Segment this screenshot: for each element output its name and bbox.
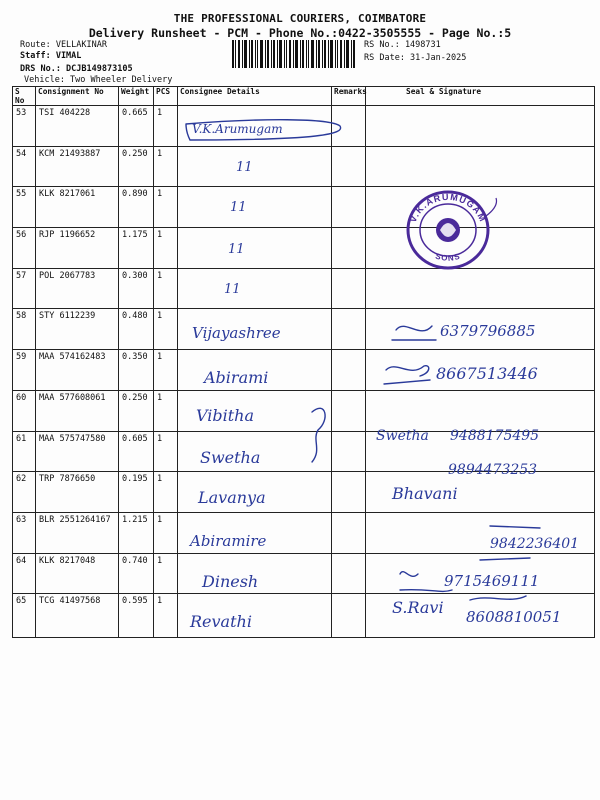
cell-pcs: 1 — [154, 594, 178, 638]
handwritten-consignee: V.K.Arumugam — [192, 122, 283, 136]
table-row — [13, 187, 595, 228]
cell-sno: 55 — [13, 187, 36, 228]
cell-signature — [366, 431, 595, 472]
cell-consignment: TRP 7876650 — [36, 472, 119, 513]
cell-weight: 0.480 — [119, 309, 154, 350]
cell-weight: 1.215 — [119, 512, 154, 553]
handwritten-signature: S.Ravi — [392, 598, 444, 617]
cell-signature — [366, 512, 595, 553]
cell-sno: 63 — [13, 512, 36, 553]
cell-consignee — [178, 187, 332, 228]
cell-weight: 0.300 — [119, 268, 154, 309]
cell-consignee — [178, 553, 332, 594]
drs-number: DRS No.: DCJB149873105 — [20, 64, 133, 74]
cell-weight: 0.250 — [119, 390, 154, 431]
table-row — [13, 146, 595, 187]
cell-consignment: RJP 1196652 — [36, 228, 119, 269]
col-header-remarks: Remarks — [332, 87, 366, 106]
vehicle-text: Vehicle: Two Wheeler Delivery — [24, 75, 173, 85]
table-row — [13, 390, 595, 431]
table-row — [13, 553, 595, 594]
cell-consignee — [178, 390, 332, 431]
table-row — [13, 512, 595, 553]
cell-pcs: 1 — [154, 309, 178, 350]
cell-sno: 58 — [13, 309, 36, 350]
cell-consignee — [178, 472, 332, 513]
cell-pcs: 1 — [154, 472, 178, 513]
cell-signature — [366, 187, 595, 228]
cell-sno: 62 — [13, 472, 36, 513]
cell-sno: 53 — [13, 106, 36, 147]
cell-weight: 0.740 — [119, 553, 154, 594]
handwritten-phone: 9842236401 — [490, 536, 580, 552]
cell-remarks — [332, 268, 366, 309]
table-header-row — [13, 87, 595, 106]
cell-pcs: 1 — [154, 187, 178, 228]
handwritten-consignee: 11 — [236, 160, 253, 175]
cell-signature — [366, 553, 595, 594]
cell-consignee — [178, 309, 332, 350]
table-row — [13, 472, 595, 513]
cell-signature — [366, 309, 595, 350]
barcode — [232, 40, 356, 68]
handwritten-phone: 8667513446 — [436, 364, 538, 383]
handwritten-consignee: Revathi — [190, 612, 252, 631]
cell-sno: 64 — [13, 553, 36, 594]
handwritten-phone: 9488175495 — [450, 428, 540, 444]
table-row — [13, 268, 595, 309]
meta-left — [20, 40, 172, 86]
cell-weight: 0.250 — [119, 146, 154, 187]
handwritten-consignee: Lavanya — [198, 488, 266, 507]
cell-remarks — [332, 594, 366, 638]
company-title: THE PROFESSIONAL COURIERS, COIMBATORE — [173, 12, 427, 25]
cell-weight: 0.350 — [119, 350, 154, 391]
cell-consignment: KCM 21493887 — [36, 146, 119, 187]
table-row — [13, 106, 595, 147]
col-header-weight: Weight — [119, 87, 154, 106]
seal-name-text: V.K.ARUMUGAM — [407, 191, 489, 224]
cell-remarks — [332, 390, 366, 431]
staff-text: Staff: VIMAL — [20, 51, 82, 61]
cell-signature — [366, 472, 595, 513]
handwritten-phone: 8608810051 — [466, 608, 562, 626]
cell-remarks — [332, 472, 366, 513]
cell-remarks — [332, 431, 366, 472]
handwritten-consignee: Swetha — [200, 448, 261, 467]
table-row — [13, 431, 595, 472]
cell-sno: 61 — [13, 431, 36, 472]
cell-consignment: KLK 8217048 — [36, 553, 119, 594]
cell-weight: 0.890 — [119, 187, 154, 228]
table-row — [13, 309, 595, 350]
runsheet-table — [12, 86, 595, 638]
cell-remarks — [332, 106, 366, 147]
cell-pcs: 1 — [154, 146, 178, 187]
col-header-pcs: PCS — [154, 87, 178, 106]
cell-signature — [366, 390, 595, 431]
col-header-signature: Seal & Signature — [366, 87, 595, 106]
handwritten-phone: 6379796885 — [440, 322, 536, 340]
seal-suffix-text: SONS — [434, 251, 462, 263]
handwritten-consignee: Vijayashree — [192, 324, 281, 342]
cell-sno: 60 — [13, 390, 36, 431]
cell-signature — [366, 228, 595, 269]
handwritten-consignee: 11 — [228, 242, 245, 257]
handwritten-consignee: Vibitha — [196, 406, 255, 425]
runsheet-subtitle: Delivery Runsheet - PCM - Phone No.:0422-3505555 - Page No.:5 — [88, 26, 512, 40]
cell-pcs: 1 — [154, 268, 178, 309]
cell-sno: 54 — [13, 146, 36, 187]
cell-consignee — [178, 512, 332, 553]
handwritten-consignee: Abirami — [204, 368, 269, 387]
cell-sno: 65 — [13, 594, 36, 638]
cell-consignment: BLR 2551264167 — [36, 512, 119, 553]
cell-consignee — [178, 146, 332, 187]
cell-consignee — [178, 594, 332, 638]
cell-remarks — [332, 309, 366, 350]
cell-remarks — [332, 228, 366, 269]
cell-pcs: 1 — [154, 228, 178, 269]
cell-consignment: KLK 8217061 — [36, 187, 119, 228]
table-row — [13, 594, 595, 638]
cell-pcs: 1 — [154, 390, 178, 431]
rs-number: RS No.: 1498731 — [364, 40, 441, 50]
cell-remarks — [332, 350, 366, 391]
cell-sno: 57 — [13, 268, 36, 309]
handwritten-consignee: Dinesh — [202, 572, 259, 591]
cell-consignment: STY 6112239 — [36, 309, 119, 350]
table-row — [13, 228, 595, 269]
handwritten-phone: 9894473253 — [448, 462, 538, 478]
cell-weight: 0.605 — [119, 431, 154, 472]
cell-remarks — [332, 146, 366, 187]
cell-pcs: 1 — [154, 553, 178, 594]
cell-consignment: MAA 574162483 — [36, 350, 119, 391]
cell-consignee — [178, 431, 332, 472]
handwritten-phone: 9715469111 — [444, 572, 540, 590]
handwritten-signature: Bhavani — [392, 484, 458, 503]
handwritten-consignee: Abiramire — [190, 532, 267, 550]
table-row — [13, 350, 595, 391]
cell-signature — [366, 146, 595, 187]
col-header-consignment: Consignment No — [36, 87, 119, 106]
cell-remarks — [332, 553, 366, 594]
cell-consignment: MAA 575747580 — [36, 431, 119, 472]
handwritten-signature: Swetha — [376, 428, 429, 444]
handwritten-consignee: 11 — [230, 200, 247, 215]
rs-date: RS Date: 31-Jan-2025 — [364, 53, 467, 63]
cell-pcs: 1 — [154, 512, 178, 553]
cell-signature — [366, 594, 595, 638]
col-header-sno: S No — [13, 87, 36, 106]
cell-signature — [366, 350, 595, 391]
cell-sno: 59 — [13, 350, 36, 391]
cell-pcs: 1 — [154, 431, 178, 472]
cell-consignee — [178, 350, 332, 391]
cell-signature — [366, 106, 595, 147]
cell-remarks — [332, 512, 366, 553]
cell-consignment: MAA 577608061 — [36, 390, 119, 431]
cell-consignment: TCG 41497568 — [36, 594, 119, 638]
cell-pcs: 1 — [154, 350, 178, 391]
cell-pcs: 1 — [154, 106, 178, 147]
cell-consignee — [178, 228, 332, 269]
cell-consignment: POL 2067783 — [36, 268, 119, 309]
cell-weight: 1.175 — [119, 228, 154, 269]
cell-remarks — [332, 187, 366, 228]
col-header-consignee: Consignee Details — [178, 87, 332, 106]
meta-right — [364, 40, 466, 64]
cell-weight: 0.665 — [119, 106, 154, 147]
handwritten-consignee: 11 — [224, 282, 241, 297]
cell-weight: 0.195 — [119, 472, 154, 513]
cell-sno: 56 — [13, 228, 36, 269]
cell-consignee — [178, 106, 332, 147]
cell-weight: 0.595 — [119, 594, 154, 638]
cell-consignment: TSI 404228 — [36, 106, 119, 147]
route-text: Route: VELLAKINAR — [20, 40, 107, 50]
cell-signature — [366, 268, 595, 309]
cell-consignee — [178, 268, 332, 309]
